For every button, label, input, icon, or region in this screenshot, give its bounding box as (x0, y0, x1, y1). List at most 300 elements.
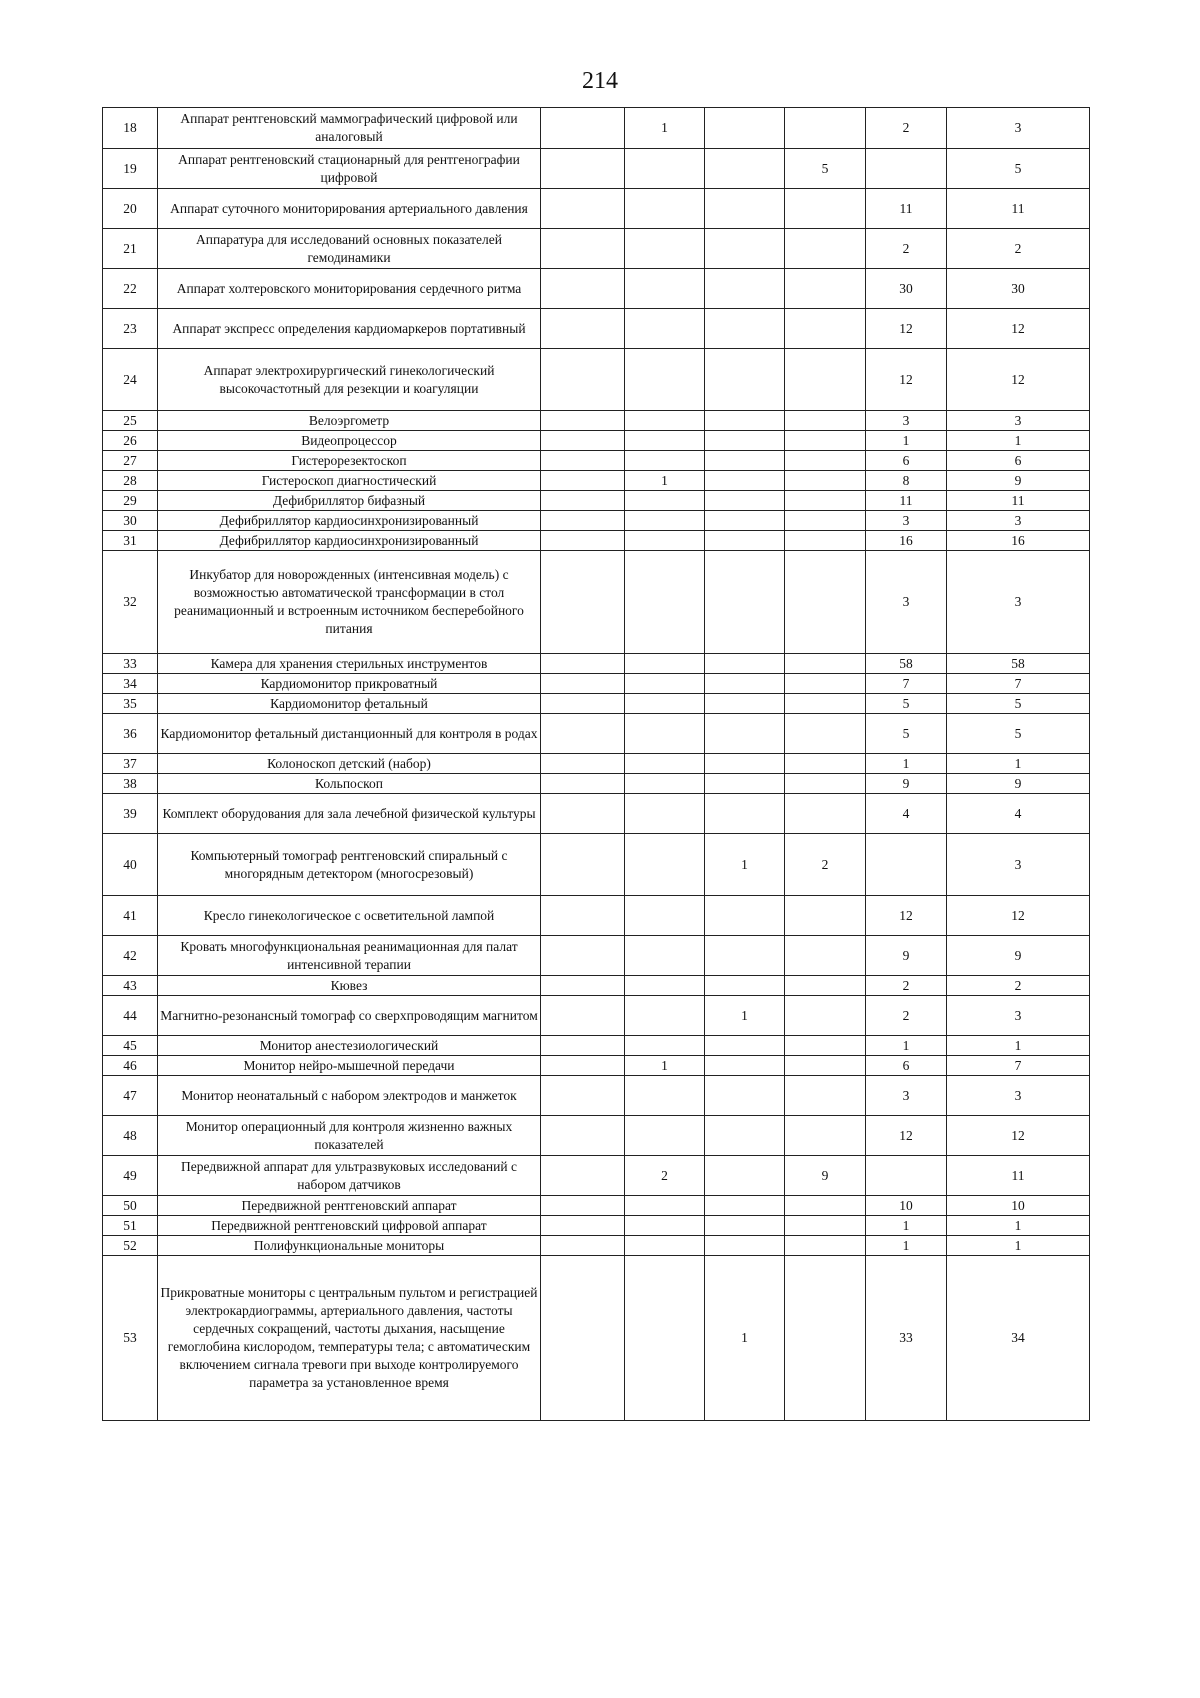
equipment-name-cell: Кольпоскоп (158, 774, 541, 794)
quantity-cell-d (785, 794, 866, 834)
quantity-cell-e: 30 (866, 269, 947, 309)
equipment-name-cell: Кардиомонитор фетальный дистанционный для контроля в родах (158, 714, 541, 754)
quantity-cell-f: 3 (947, 551, 1090, 654)
quantity-cell-b (625, 834, 705, 896)
quantity-cell-b (625, 1256, 705, 1421)
quantity-cell-d (785, 269, 866, 309)
row-number-cell: 24 (103, 349, 158, 411)
quantity-cell-a (541, 976, 625, 996)
quantity-cell-c: 1 (705, 1256, 785, 1421)
row-number-cell: 27 (103, 451, 158, 471)
equipment-name-cell: Гистерорезектоскоп (158, 451, 541, 471)
quantity-cell-c (705, 654, 785, 674)
row-number-cell: 45 (103, 1036, 158, 1056)
table-row (103, 1236, 1090, 1256)
quantity-cell-f: 2 (947, 229, 1090, 269)
quantity-cell-a (541, 1256, 625, 1421)
quantity-cell-d (785, 654, 866, 674)
table-row (103, 349, 1090, 411)
equipment-name-cell: Аппарат суточного мониторирования артериального давления (158, 189, 541, 229)
quantity-cell-a (541, 694, 625, 714)
quantity-cell-d (785, 1036, 866, 1056)
quantity-cell-d (785, 189, 866, 229)
quantity-cell-f: 12 (947, 309, 1090, 349)
quantity-cell-f: 7 (947, 1056, 1090, 1076)
quantity-cell-c (705, 349, 785, 411)
equipment-name-cell: Дефибриллятор кардиосинхронизированный (158, 531, 541, 551)
quantity-cell-b (625, 1116, 705, 1156)
quantity-cell-f: 6 (947, 451, 1090, 471)
quantity-cell-c (705, 511, 785, 531)
quantity-cell-d (785, 1256, 866, 1421)
quantity-cell-a (541, 1216, 625, 1236)
quantity-cell-b: 2 (625, 1156, 705, 1196)
quantity-cell-e: 3 (866, 1076, 947, 1116)
quantity-cell-b (625, 551, 705, 654)
quantity-cell-a (541, 936, 625, 976)
quantity-cell-b (625, 794, 705, 834)
quantity-cell-e: 12 (866, 309, 947, 349)
quantity-cell-c (705, 149, 785, 189)
quantity-cell-e: 1 (866, 754, 947, 774)
row-number-cell: 42 (103, 936, 158, 976)
quantity-cell-b (625, 349, 705, 411)
equipment-name-cell: Гистероскоп диагностический (158, 471, 541, 491)
table-row (103, 694, 1090, 714)
row-number-cell: 43 (103, 976, 158, 996)
quantity-cell-d (785, 754, 866, 774)
table-row (103, 794, 1090, 834)
quantity-cell-a (541, 1156, 625, 1196)
quantity-cell-f: 12 (947, 1116, 1090, 1156)
equipment-name-cell: Монитор неонатальный с набором электродов и манжеток (158, 1076, 541, 1116)
quantity-cell-a (541, 189, 625, 229)
table-row (103, 451, 1090, 471)
table-row (103, 189, 1090, 229)
row-number-cell: 36 (103, 714, 158, 754)
table-row (103, 1036, 1090, 1056)
equipment-name-cell: Полифункциональные мониторы (158, 1236, 541, 1256)
quantity-cell-c (705, 1156, 785, 1196)
quantity-cell-a (541, 674, 625, 694)
equipment-name-cell: Прикроватные мониторы с центральным пультом и регистрацией электрокардиограммы, артериального давления, частоты сердечных сокращений, частоты дыхания, насыщение гемоглобина кислородом, температуры тела; с автоматическим включением сигнала тревоги при выходе контролируемого параметра за установленное время (158, 1256, 541, 1421)
quantity-cell-c (705, 269, 785, 309)
row-number-cell: 29 (103, 491, 158, 511)
quantity-cell-d (785, 349, 866, 411)
quantity-cell-f: 9 (947, 471, 1090, 491)
equipment-name-cell: Кювез (158, 976, 541, 996)
equipment-name-cell: Аппарат экспресс определения кардиомаркеров портативный (158, 309, 541, 349)
equipment-name-cell: Аппарат холтеровского мониторирования сердечного ритма (158, 269, 541, 309)
quantity-cell-c (705, 774, 785, 794)
quantity-cell-a (541, 996, 625, 1036)
table-row (103, 976, 1090, 996)
quantity-cell-f: 1 (947, 1036, 1090, 1056)
quantity-cell-e: 1 (866, 1216, 947, 1236)
quantity-cell-b (625, 1216, 705, 1236)
equipment-name-cell: Аппарат рентгеновский стационарный для рентгенографии цифровой (158, 149, 541, 189)
quantity-cell-e: 33 (866, 1256, 947, 1421)
equipment-name-cell: Передвижной рентгеновский аппарат (158, 1196, 541, 1216)
row-number-cell: 46 (103, 1056, 158, 1076)
quantity-cell-d (785, 936, 866, 976)
row-number-cell: 39 (103, 794, 158, 834)
quantity-cell-f: 58 (947, 654, 1090, 674)
quantity-cell-d (785, 1196, 866, 1216)
row-number-cell: 33 (103, 654, 158, 674)
quantity-cell-a (541, 1116, 625, 1156)
equipment-name-cell: Компьютерный томограф рентгеновский спиральный с многорядным детектором (многосрезовый) (158, 834, 541, 896)
quantity-cell-a (541, 834, 625, 896)
quantity-cell-b (625, 149, 705, 189)
quantity-cell-d (785, 674, 866, 694)
equipment-name-cell: Кровать многофункциональная реанимационная для палат интенсивной терапии (158, 936, 541, 976)
row-number-cell: 32 (103, 551, 158, 654)
table-row (103, 654, 1090, 674)
quantity-cell-a (541, 451, 625, 471)
row-number-cell: 28 (103, 471, 158, 491)
equipment-name-cell: Монитор анестезиологический (158, 1036, 541, 1056)
quantity-cell-b (625, 754, 705, 774)
quantity-cell-e: 3 (866, 551, 947, 654)
row-number-cell: 26 (103, 431, 158, 451)
quantity-cell-c (705, 1116, 785, 1156)
quantity-cell-b (625, 309, 705, 349)
quantity-cell-b (625, 431, 705, 451)
quantity-cell-f: 11 (947, 189, 1090, 229)
quantity-cell-c (705, 694, 785, 714)
quantity-cell-c (705, 451, 785, 471)
quantity-cell-e: 2 (866, 229, 947, 269)
quantity-cell-e: 6 (866, 451, 947, 471)
equipment-name-cell: Монитор нейро-мышечной передачи (158, 1056, 541, 1076)
row-number-cell: 40 (103, 834, 158, 896)
quantity-cell-e (866, 149, 947, 189)
quantity-cell-d: 2 (785, 834, 866, 896)
quantity-cell-d (785, 551, 866, 654)
quantity-cell-f: 1 (947, 1216, 1090, 1236)
quantity-cell-c (705, 491, 785, 511)
row-number-cell: 41 (103, 896, 158, 936)
quantity-cell-e: 10 (866, 1196, 947, 1216)
quantity-cell-b (625, 976, 705, 996)
table-row (103, 229, 1090, 269)
quantity-cell-b (625, 511, 705, 531)
quantity-cell-b (625, 229, 705, 269)
quantity-cell-d (785, 774, 866, 794)
quantity-cell-f: 12 (947, 896, 1090, 936)
quantity-cell-d (785, 1056, 866, 1076)
equipment-name-cell: Велоэргометр (158, 411, 541, 431)
row-number-cell: 34 (103, 674, 158, 694)
table-row (103, 491, 1090, 511)
quantity-cell-e: 4 (866, 794, 947, 834)
quantity-cell-a (541, 1076, 625, 1116)
quantity-cell-e: 5 (866, 694, 947, 714)
quantity-cell-a (541, 309, 625, 349)
quantity-cell-a (541, 794, 625, 834)
quantity-cell-b (625, 1076, 705, 1116)
quantity-cell-f: 3 (947, 411, 1090, 431)
quantity-cell-b: 1 (625, 471, 705, 491)
row-number-cell: 47 (103, 1076, 158, 1116)
quantity-cell-f: 9 (947, 774, 1090, 794)
quantity-cell-c (705, 1056, 785, 1076)
table-row (103, 1156, 1090, 1196)
quantity-cell-d (785, 1076, 866, 1116)
quantity-cell-a (541, 531, 625, 551)
quantity-cell-e: 12 (866, 349, 947, 411)
quantity-cell-f: 9 (947, 936, 1090, 976)
quantity-cell-d (785, 531, 866, 551)
quantity-cell-d (785, 451, 866, 471)
quantity-cell-e: 8 (866, 471, 947, 491)
table-row (103, 149, 1090, 189)
quantity-cell-f: 11 (947, 1156, 1090, 1196)
quantity-cell-a (541, 431, 625, 451)
table-row (103, 754, 1090, 774)
table-row (103, 1076, 1090, 1116)
equipment-name-cell: Инкубатор для новорожденных (интенсивная модель) с возможностью автоматической трансформации в стол реанимационный и встроенным источником бесперебойного питания (158, 551, 541, 654)
quantity-cell-c (705, 1036, 785, 1056)
equipment-name-cell: Аппарат рентгеновский маммографический цифровой или аналоговый (158, 108, 541, 149)
quantity-cell-d (785, 1116, 866, 1156)
quantity-cell-c (705, 936, 785, 976)
quantity-cell-c (705, 1216, 785, 1236)
row-number-cell: 23 (103, 309, 158, 349)
quantity-cell-f: 12 (947, 349, 1090, 411)
quantity-cell-f: 3 (947, 996, 1090, 1036)
quantity-cell-e: 2 (866, 976, 947, 996)
equipment-name-cell: Передвижной рентгеновский цифровой аппарат (158, 1216, 541, 1236)
row-number-cell: 48 (103, 1116, 158, 1156)
table-row (103, 936, 1090, 976)
row-number-cell: 30 (103, 511, 158, 531)
equipment-name-cell: Кресло гинекологическое с осветительной лампой (158, 896, 541, 936)
quantity-cell-b (625, 531, 705, 551)
quantity-cell-e: 9 (866, 936, 947, 976)
equipment-table (102, 107, 1090, 1421)
quantity-cell-f: 3 (947, 108, 1090, 149)
row-number-cell: 37 (103, 754, 158, 774)
quantity-cell-d (785, 471, 866, 491)
row-number-cell: 18 (103, 108, 158, 149)
table-row (103, 1216, 1090, 1236)
quantity-cell-c (705, 108, 785, 149)
quantity-cell-a (541, 411, 625, 431)
quantity-cell-f: 3 (947, 1076, 1090, 1116)
quantity-cell-f: 16 (947, 531, 1090, 551)
quantity-cell-a (541, 511, 625, 531)
table-row (103, 309, 1090, 349)
quantity-cell-a (541, 551, 625, 654)
quantity-cell-a (541, 714, 625, 754)
quantity-cell-e: 5 (866, 714, 947, 754)
quantity-cell-b (625, 491, 705, 511)
row-number-cell: 20 (103, 189, 158, 229)
quantity-cell-b (625, 936, 705, 976)
quantity-cell-c (705, 976, 785, 996)
quantity-cell-f: 3 (947, 511, 1090, 531)
equipment-name-cell: Передвижной аппарат для ультразвуковых исследований с набором датчиков (158, 1156, 541, 1196)
quantity-cell-d (785, 976, 866, 996)
row-number-cell: 49 (103, 1156, 158, 1196)
equipment-name-cell: Кардиомонитор фетальный (158, 694, 541, 714)
quantity-cell-c (705, 754, 785, 774)
quantity-cell-a (541, 1036, 625, 1056)
quantity-cell-a (541, 108, 625, 149)
quantity-cell-f: 7 (947, 674, 1090, 694)
quantity-cell-b (625, 996, 705, 1036)
quantity-cell-c (705, 531, 785, 551)
row-number-cell: 51 (103, 1216, 158, 1236)
quantity-cell-c (705, 714, 785, 754)
quantity-cell-f: 1 (947, 431, 1090, 451)
equipment-name-cell: Камера для хранения стерильных инструментов (158, 654, 541, 674)
quantity-cell-b (625, 451, 705, 471)
quantity-cell-d (785, 511, 866, 531)
table-row (103, 774, 1090, 794)
quantity-cell-c (705, 1236, 785, 1256)
row-number-cell: 22 (103, 269, 158, 309)
quantity-cell-e: 1 (866, 1036, 947, 1056)
equipment-name-cell: Дефибриллятор бифазный (158, 491, 541, 511)
quantity-cell-c (705, 471, 785, 491)
quantity-cell-c: 1 (705, 996, 785, 1036)
quantity-cell-a (541, 1236, 625, 1256)
quantity-cell-a (541, 654, 625, 674)
quantity-cell-c (705, 1196, 785, 1216)
quantity-cell-c (705, 189, 785, 229)
quantity-cell-d (785, 229, 866, 269)
quantity-cell-b (625, 1196, 705, 1216)
quantity-cell-a (541, 229, 625, 269)
quantity-cell-a (541, 149, 625, 189)
quantity-cell-e: 16 (866, 531, 947, 551)
page-number: 214 (582, 68, 618, 94)
quantity-cell-d (785, 309, 866, 349)
equipment-name-cell: Монитор операционный для контроля жизненно важных показателей (158, 1116, 541, 1156)
equipment-name-cell: Колоноскоп детский (набор) (158, 754, 541, 774)
quantity-cell-f: 4 (947, 794, 1090, 834)
quantity-cell-b (625, 694, 705, 714)
quantity-cell-d (785, 896, 866, 936)
table-row (103, 896, 1090, 936)
quantity-cell-a (541, 269, 625, 309)
table-row (103, 996, 1090, 1036)
row-number-cell: 38 (103, 774, 158, 794)
row-number-cell: 21 (103, 229, 158, 269)
quantity-cell-b (625, 411, 705, 431)
row-number-cell: 52 (103, 1236, 158, 1256)
quantity-cell-a (541, 471, 625, 491)
quantity-cell-b (625, 1036, 705, 1056)
quantity-cell-d: 9 (785, 1156, 866, 1196)
quantity-cell-d (785, 996, 866, 1036)
quantity-cell-b (625, 654, 705, 674)
quantity-cell-b: 1 (625, 108, 705, 149)
quantity-cell-c (705, 794, 785, 834)
quantity-cell-e: 1 (866, 431, 947, 451)
quantity-cell-c (705, 1076, 785, 1116)
row-number-cell: 25 (103, 411, 158, 431)
quantity-cell-e: 12 (866, 1116, 947, 1156)
quantity-cell-e: 11 (866, 189, 947, 229)
table-row (103, 471, 1090, 491)
quantity-cell-d (785, 714, 866, 754)
quantity-cell-a (541, 349, 625, 411)
table-row (103, 531, 1090, 551)
quantity-cell-a (541, 1196, 625, 1216)
equipment-name-cell: Комплект оборудования для зала лечебной физической культуры (158, 794, 541, 834)
quantity-cell-e: 1 (866, 1236, 947, 1256)
equipment-name-cell: Магнитно-резонансный томограф со сверхпроводящим магнитом (158, 996, 541, 1036)
quantity-cell-e: 7 (866, 674, 947, 694)
row-number-cell: 19 (103, 149, 158, 189)
quantity-cell-b (625, 189, 705, 229)
equipment-name-cell: Видеопроцессор (158, 431, 541, 451)
row-number-cell: 31 (103, 531, 158, 551)
quantity-cell-d (785, 694, 866, 714)
quantity-cell-d (785, 491, 866, 511)
quantity-cell-c: 1 (705, 834, 785, 896)
table-row (103, 1256, 1090, 1421)
quantity-cell-c (705, 896, 785, 936)
quantity-cell-f: 3 (947, 834, 1090, 896)
quantity-cell-e (866, 834, 947, 896)
quantity-cell-e: 2 (866, 996, 947, 1036)
quantity-cell-d (785, 411, 866, 431)
quantity-cell-c (705, 309, 785, 349)
quantity-cell-b (625, 269, 705, 309)
quantity-cell-b (625, 714, 705, 754)
table-row (103, 714, 1090, 754)
quantity-cell-a (541, 1056, 625, 1076)
quantity-cell-e: 11 (866, 491, 947, 511)
table-row (103, 411, 1090, 431)
quantity-cell-d (785, 431, 866, 451)
quantity-cell-e: 12 (866, 896, 947, 936)
quantity-cell-f: 11 (947, 491, 1090, 511)
quantity-cell-f: 2 (947, 976, 1090, 996)
table-row (103, 1196, 1090, 1216)
quantity-cell-f: 30 (947, 269, 1090, 309)
quantity-cell-d (785, 1236, 866, 1256)
quantity-cell-a (541, 896, 625, 936)
table-row (103, 108, 1090, 149)
quantity-cell-b: 1 (625, 1056, 705, 1076)
row-number-cell: 44 (103, 996, 158, 1036)
quantity-cell-b (625, 896, 705, 936)
quantity-cell-e (866, 1156, 947, 1196)
table-row (103, 1116, 1090, 1156)
quantity-cell-f: 5 (947, 694, 1090, 714)
table-row (103, 551, 1090, 654)
quantity-cell-c (705, 411, 785, 431)
table-row (103, 269, 1090, 309)
table-row (103, 431, 1090, 451)
quantity-cell-c (705, 551, 785, 654)
table-row (103, 511, 1090, 531)
quantity-cell-f: 10 (947, 1196, 1090, 1216)
quantity-cell-e: 6 (866, 1056, 947, 1076)
quantity-cell-b (625, 1236, 705, 1256)
quantity-cell-a (541, 774, 625, 794)
quantity-cell-c (705, 674, 785, 694)
quantity-cell-e: 3 (866, 411, 947, 431)
equipment-name-cell: Кардиомонитор прикроватный (158, 674, 541, 694)
quantity-cell-c (705, 229, 785, 269)
